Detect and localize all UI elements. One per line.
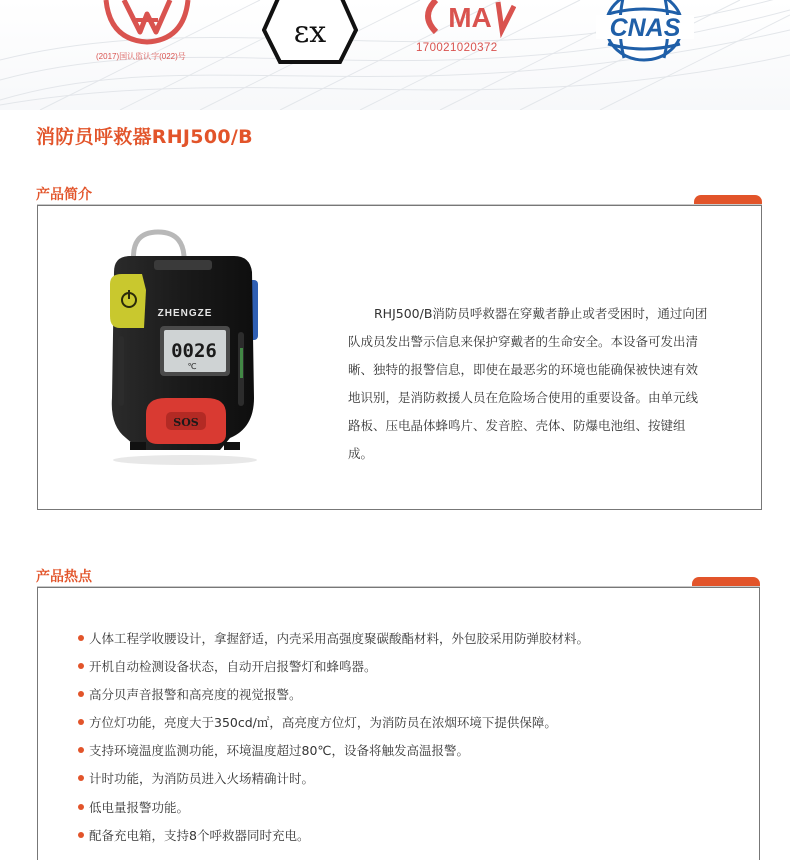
features-heading: 产品热点 bbox=[36, 569, 92, 585]
feature-text: 方位灯功能，亮度大于350cd/㎡，高亮度方位灯，为消防员在浓烟环境下提供保障。 bbox=[89, 715, 557, 731]
feature-item bbox=[78, 653, 589, 681]
bullet-dot-icon bbox=[78, 832, 84, 838]
feature-item bbox=[78, 709, 589, 737]
intro-heading: 产品简介 bbox=[36, 187, 92, 203]
ccc-certification-logo bbox=[100, 0, 194, 46]
cma-mark: MA bbox=[448, 2, 492, 33]
feature-item bbox=[78, 737, 589, 765]
rescue-alarm-device-image bbox=[100, 228, 270, 468]
intro-line: 地识别，是消防救援人员在危险场合使用的重要设备。由单元线 bbox=[348, 390, 699, 405]
feature-text: 配备充电箱，支持8个呼救器同时充电。 bbox=[89, 827, 310, 843]
device-display-sub: ℃ bbox=[187, 362, 197, 371]
sos-button-label: SOS bbox=[173, 416, 199, 429]
feature-item bbox=[78, 765, 589, 793]
certification-header bbox=[0, 0, 790, 110]
feature-item bbox=[78, 681, 589, 709]
intro-heading-accent-tab bbox=[694, 195, 762, 204]
ex-mark: εx bbox=[293, 15, 327, 50]
intro-line: 成。 bbox=[348, 446, 374, 461]
bullet-dot-icon bbox=[78, 775, 84, 781]
bullet-dot-icon bbox=[78, 719, 84, 725]
bullet-dot-icon bbox=[78, 747, 84, 753]
ccc-caption: (2017)国认监认字(022)号 bbox=[96, 52, 186, 61]
ex-explosion-proof-logo bbox=[262, 0, 358, 64]
feature-text: 开机自动检测设备状态，自动开启报警灯和蜂鸣器。 bbox=[89, 659, 377, 675]
intro-description bbox=[348, 300, 738, 468]
cnas-globe-logo bbox=[594, 0, 696, 64]
feature-text: 计时功能，为消防员进入火场精确计时。 bbox=[89, 771, 315, 787]
bullet-dot-icon bbox=[78, 804, 84, 810]
intro-line: RHJ500/B消防员呼救器在穿戴者静止或者受困时，通过向团 bbox=[374, 306, 708, 321]
cnas-mark: CNAS bbox=[609, 14, 681, 42]
intro-line: 路板、压电晶体蜂鸣片、发音腔、壳体、防爆电池组、按键组 bbox=[348, 418, 686, 433]
intro-line: 晰、独特的报警信息，即使在最恶劣的环境也能确保被快速有效 bbox=[348, 362, 699, 377]
bullet-dot-icon bbox=[78, 635, 84, 641]
device-brand-label: ZHENGZE bbox=[157, 308, 213, 319]
features-heading-accent-tab bbox=[692, 577, 760, 586]
feature-text: 低电量报警功能。 bbox=[89, 799, 190, 815]
feature-item bbox=[78, 822, 589, 850]
cma-certification-logo bbox=[414, 0, 516, 40]
feature-item bbox=[78, 625, 589, 653]
feature-item bbox=[78, 794, 589, 822]
feature-text: 高分贝声音报警和高亮度的视觉报警。 bbox=[89, 687, 302, 703]
cma-caption: 170021020372 bbox=[416, 42, 498, 54]
device-display-value: 0026 bbox=[171, 340, 217, 362]
feature-list bbox=[78, 625, 589, 850]
feature-text: 支持环境温度监测功能，环境温度超过80℃，设备将触发高温报警。 bbox=[89, 743, 469, 759]
bullet-dot-icon bbox=[78, 691, 84, 697]
product-title: 消防员呼救器RHJ500/B bbox=[36, 126, 253, 148]
intro-line: 队成员发出警示信息来保护穿戴者的生命安全。本设备可发出清 bbox=[348, 334, 699, 349]
bullet-dot-icon bbox=[78, 663, 84, 669]
feature-text: 人体工程学收腰设计，拿握舒适，内壳采用高强度聚碳酸酯材料，外包胶采用防弹胶材料。 bbox=[89, 631, 590, 646]
